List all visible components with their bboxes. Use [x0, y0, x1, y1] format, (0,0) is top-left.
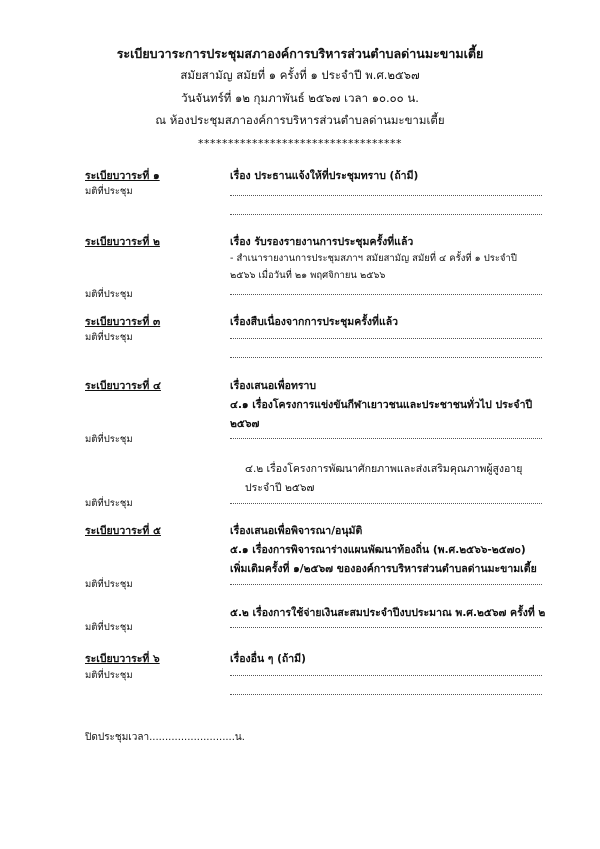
agenda-1-dotted-line-1 — [230, 195, 542, 196]
agenda-3-label: ระเบียบวาระที่ ๓ — [85, 316, 161, 328]
agenda-4-item-2-line-2: ประจำปี ๒๕๖๗ — [245, 482, 315, 494]
agenda-5-title: เรื่องเสนอเพื่อพิจารณา/อนุมัติ — [230, 525, 363, 537]
document-title: ระเบียบวาระการประชุมสภาองค์การบริหารส่วนตำบลด่านมะขามเตี้ย — [116, 46, 484, 61]
agenda-5-resolution-label-1: มติที่ประชุม — [85, 579, 133, 590]
agenda-2-dotted-line — [230, 294, 542, 295]
agenda-4-dotted-line-1 — [230, 438, 542, 439]
agenda-2-title: เรื่อง รับรองรายงานการประชุมครั้งที่แล้ว — [230, 236, 414, 248]
agenda-2-note-line-2: ๒๕๖๖ เมื่อวันที่ ๒๑ พฤศจิกายน ๒๕๖๖ — [230, 270, 386, 281]
agenda-5-dotted-line-1 — [230, 584, 542, 585]
agenda-6-title: เรื่องอื่น ๆ (ถ้ามี) — [230, 653, 306, 665]
agenda-4-item-1-line-2: ๒๕๖๗ — [230, 418, 260, 430]
session-line: สมัยสามัญ สมัยที่ ๑ ครั้งที่ ๑ ประจำปี พ.ศ.๒๕๖๗ — [180, 68, 420, 82]
agenda-6-dotted-line-1 — [230, 675, 542, 676]
agenda-4-item-1-line-1: ๔.๑ เรื่องโครงการแข่งขันกีฬาเยาวชนและประชาชนทั่วไป ประจำปี — [230, 399, 533, 411]
agenda-1-dotted-line-2 — [230, 214, 542, 215]
agenda-4-item-2-line-1: ๔.๒ เรื่องโครงการพัฒนาศักยภาพและส่งเสริมคุณภาพผู้สูงอายุ — [245, 463, 523, 475]
agenda-4-resolution-label-2: มติที่ประชุม — [85, 498, 133, 509]
agenda-1-title: เรื่อง ประธานแจ้งให้ที่ประชุมทราบ (ถ้ามี) — [230, 170, 419, 182]
agenda-6-resolution-label: มติที่ประชุม — [85, 670, 133, 681]
agenda-4-label: ระเบียบวาระที่ ๔ — [85, 380, 161, 392]
agenda-1-label: ระเบียบวาระที่ ๑ — [85, 170, 160, 182]
agenda-2-resolution-label: มติที่ประชุม — [85, 289, 133, 300]
agenda-5-label: ระเบียบวาระที่ ๕ — [85, 525, 161, 537]
agenda-3-title: เรื่องสืบเนื่องจากการประชุมครั้งที่แล้ว — [230, 316, 399, 328]
agenda-6-label: ระเบียบวาระที่ ๖ — [85, 653, 160, 665]
agenda-1-resolution-label: มติที่ประชุม — [85, 186, 133, 197]
agenda-5-item-2-line-1: ๕.๒ เรื่องการใช้จ่ายเงินสะสมประจำปีงบประมาณ พ.ศ.๒๕๖๗ ครั้งที่ ๒ — [230, 607, 546, 619]
agenda-4-title: เรื่องเสนอเพื่อทราบ — [230, 380, 317, 392]
agenda-5-item-1-line-1: ๕.๑ เรื่องการพิจารณาร่างแผนพัฒนาท้องถิ่น (พ.ศ.๒๕๖๖-๒๕๗๐) — [230, 544, 526, 556]
agenda-4-resolution-label-1: มติที่ประชุม — [85, 434, 133, 445]
agenda-4-dotted-line-2 — [230, 503, 542, 504]
agenda-3-dotted-line-1 — [230, 338, 542, 339]
datetime-line: วันจันทร์ที่ ๑๒ กุมภาพันธ์ ๒๕๖๗ เวลา ๑๐.๐๐ น. — [181, 91, 419, 105]
closing-time-line: ปิดประชุมเวลา...........................น. — [85, 732, 245, 743]
venue-line: ณ ห้องประชุมสภาองค์การบริหารส่วนตำบลด่านมะขามเตี้ย — [155, 113, 445, 127]
agenda-3-resolution-label: มติที่ประชุม — [85, 332, 133, 343]
agenda-3-dotted-line-2 — [230, 357, 542, 358]
agenda-5-item-1-line-2: เพิ่มเติมครั้งที่ ๑/๒๕๖๗ ขององค์การบริหารส่วนตำบลด่านมะขามเตี้ย — [230, 563, 537, 575]
agenda-6-dotted-line-2 — [230, 694, 542, 695]
agenda-2-label: ระเบียบวาระที่ ๒ — [85, 236, 160, 248]
agenda-2-note-line-1: - สำเนารายงานการประชุมสภาฯ สมัยสามัญ สมัยที่ ๔ ครั้งที่ ๑ ประจำปี — [230, 253, 517, 264]
agenda-5-resolution-label-2: มติที่ประชุม — [85, 622, 133, 633]
separator-stars: ********************************** — [198, 137, 402, 150]
agenda-5-dotted-line-2 — [230, 627, 542, 628]
